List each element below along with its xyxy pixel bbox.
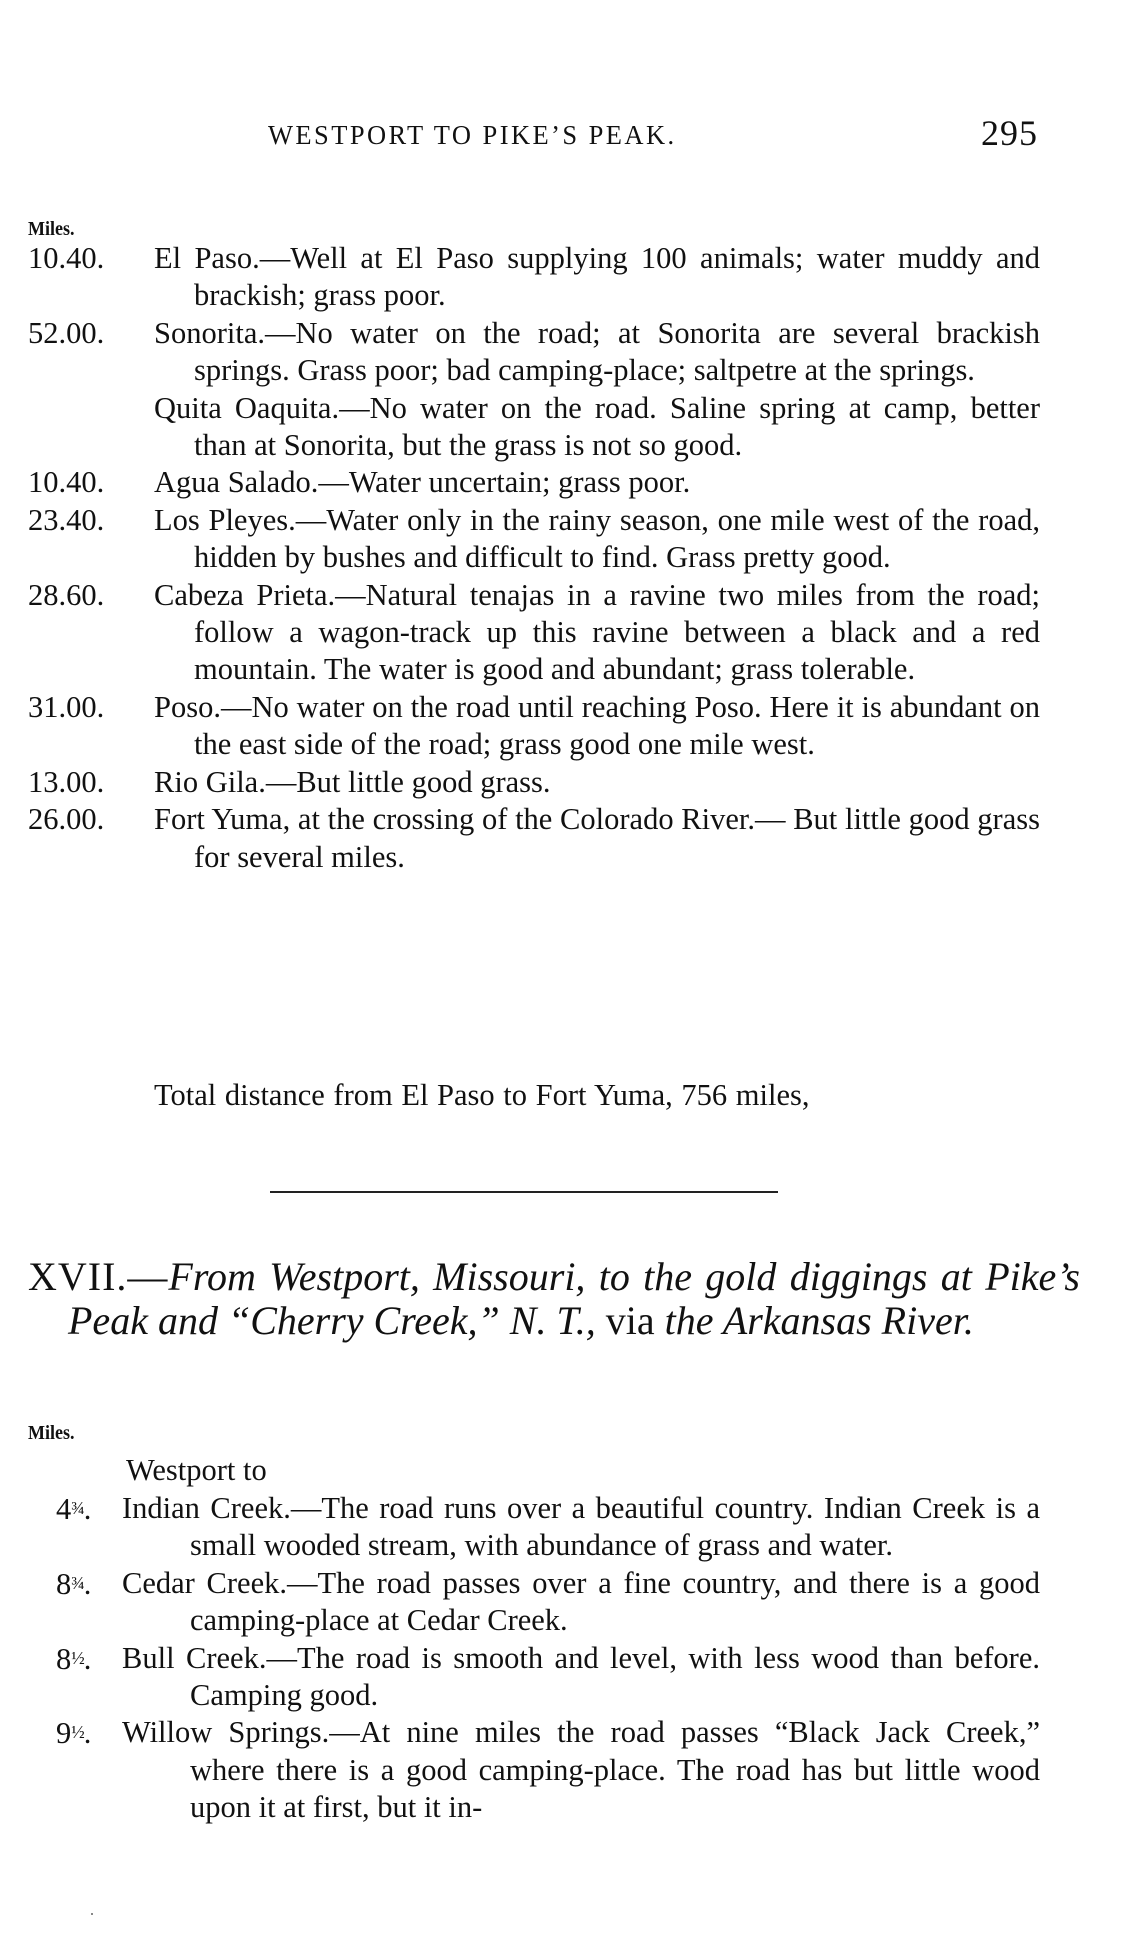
entry-miles: 31.00. xyxy=(28,689,105,724)
entry-miles: 8¾. xyxy=(56,1566,92,1601)
itinerary-entry xyxy=(28,390,1040,465)
miles-column-label: Miles. xyxy=(28,218,75,240)
itinerary-westport-pikes-peak xyxy=(28,1490,1040,1827)
entry-miles: 4¾. xyxy=(56,1492,92,1526)
section-numeral: XVII.— xyxy=(28,1254,169,1299)
itinerary-entry xyxy=(28,1640,1040,1715)
entry-text: —The road passes over a fine country, and there is a good camping-place at Cedar Creek. xyxy=(190,1565,1040,1638)
entry-text: —The road is smooth and level, with less wood than before. Camping good. xyxy=(190,1640,1040,1713)
itinerary-entry xyxy=(28,1714,1040,1826)
itinerary-entry xyxy=(28,240,1040,315)
entry-place: Quita Oaquita. xyxy=(154,390,340,425)
entry-place: El Paso. xyxy=(154,241,260,275)
entry-miles: 10.40. xyxy=(28,241,105,275)
entry-text: —Water only in the rainy season, one mile west of the road, hidden by bushes and difficult to find. Grass pretty good. xyxy=(194,502,1040,575)
itinerary-entry xyxy=(28,502,1040,577)
section-divider xyxy=(270,1191,778,1193)
entry-place: Willow Springs. xyxy=(122,1715,330,1750)
entry-miles: 23.40. xyxy=(28,502,105,537)
entry-text: —Natural tenajas in a ravine two miles from the road; follow a wagon-track up this ravine between a black and a red mountain. The water is good and abundant; grass tolerable. xyxy=(194,577,1040,687)
entry-text: —Water uncertain; grass poor. xyxy=(318,465,691,500)
entry-miles: 8½. xyxy=(56,1641,92,1676)
itinerary-entry xyxy=(28,689,1040,764)
section-title-via: via xyxy=(595,1298,665,1343)
entry-miles: 26.00. xyxy=(28,802,105,837)
entry-text: —No water on the road; at Sonorita are several brackish springs. Grass poor; bad camping-place; saltpetre at the springs. xyxy=(194,315,1040,388)
page-number: 295 xyxy=(981,113,1038,153)
section-heading xyxy=(28,1255,1080,1343)
entry-place: Cabeza Prieta. xyxy=(154,577,336,612)
entry-place: Los Pleyes. xyxy=(154,502,296,537)
itinerary-entry xyxy=(28,1565,1040,1640)
entry-miles: 52.00. xyxy=(28,315,105,350)
running-head xyxy=(268,112,1038,162)
entry-text: —No water on the road. Saline spring at camp, better than at Sonorita, but the grass is not so good. xyxy=(194,390,1041,463)
itinerary-el-paso-fort-yuma xyxy=(28,240,1040,876)
entry-miles: 28.60. xyxy=(28,577,105,612)
entry-text: —No water on the road until reaching Poso. Here it is abundant on the east side of the road; grass good one mile west. xyxy=(194,689,1040,762)
itinerary-entry xyxy=(28,577,1040,689)
entry-text: — But little good grass for several miles. xyxy=(194,802,1040,874)
entry-place: Agua Salado. xyxy=(154,465,319,500)
itinerary-entry xyxy=(28,315,1040,390)
entry-miles: 9½. xyxy=(56,1716,92,1751)
entry-place: Sonorita. xyxy=(154,315,265,350)
itinerary-entry xyxy=(28,764,1040,801)
entry-place: Bull Creek. xyxy=(122,1640,267,1675)
entry-place: Indian Creek. xyxy=(122,1491,291,1525)
entry-place: Rio Gila. xyxy=(154,764,266,799)
miles-column-label: Miles. xyxy=(28,1422,75,1444)
entry-text: —The road runs over a beautiful country. Indian Creek is a small wooded stream, with abundance of grass and water. xyxy=(190,1491,1040,1563)
entry-text: —At nine miles the road passes “Black Jack Creek,” where there is a good camping-place. The road has but little wood upon it at first, but it in- xyxy=(190,1715,1040,1825)
entry-place: Cedar Creek. xyxy=(122,1565,288,1600)
running-title: WESTPORT TO PIKE’S PEAK. xyxy=(268,120,677,150)
itinerary-entry xyxy=(28,801,1040,876)
route-start-label: Westport to xyxy=(126,1453,267,1487)
section-title-part1: From Westport, Missouri, to the gold diggings at Pike’s Peak and “Cherry Creek,” N. T., xyxy=(68,1254,1080,1343)
itinerary-entry xyxy=(28,464,1040,501)
entry-place: Poso. xyxy=(154,689,221,724)
section-title-part2: the Arkansas River. xyxy=(664,1298,974,1343)
entry-miles: 13.00. xyxy=(28,764,105,799)
entry-miles: 10.40. xyxy=(28,465,105,500)
entry-text: —But little good grass. xyxy=(265,764,551,799)
entry-place: Fort Yuma, at the crossing of the Colorado River. xyxy=(154,802,755,837)
itinerary-entry xyxy=(28,1490,1040,1565)
scan-speck xyxy=(91,1913,93,1915)
total-distance: Total distance from El Paso to Fort Yuma, 756 miles, xyxy=(154,1078,810,1112)
entry-text: —Well at El Paso supplying 100 animals; water muddy and brackish; grass poor. xyxy=(194,241,1040,313)
